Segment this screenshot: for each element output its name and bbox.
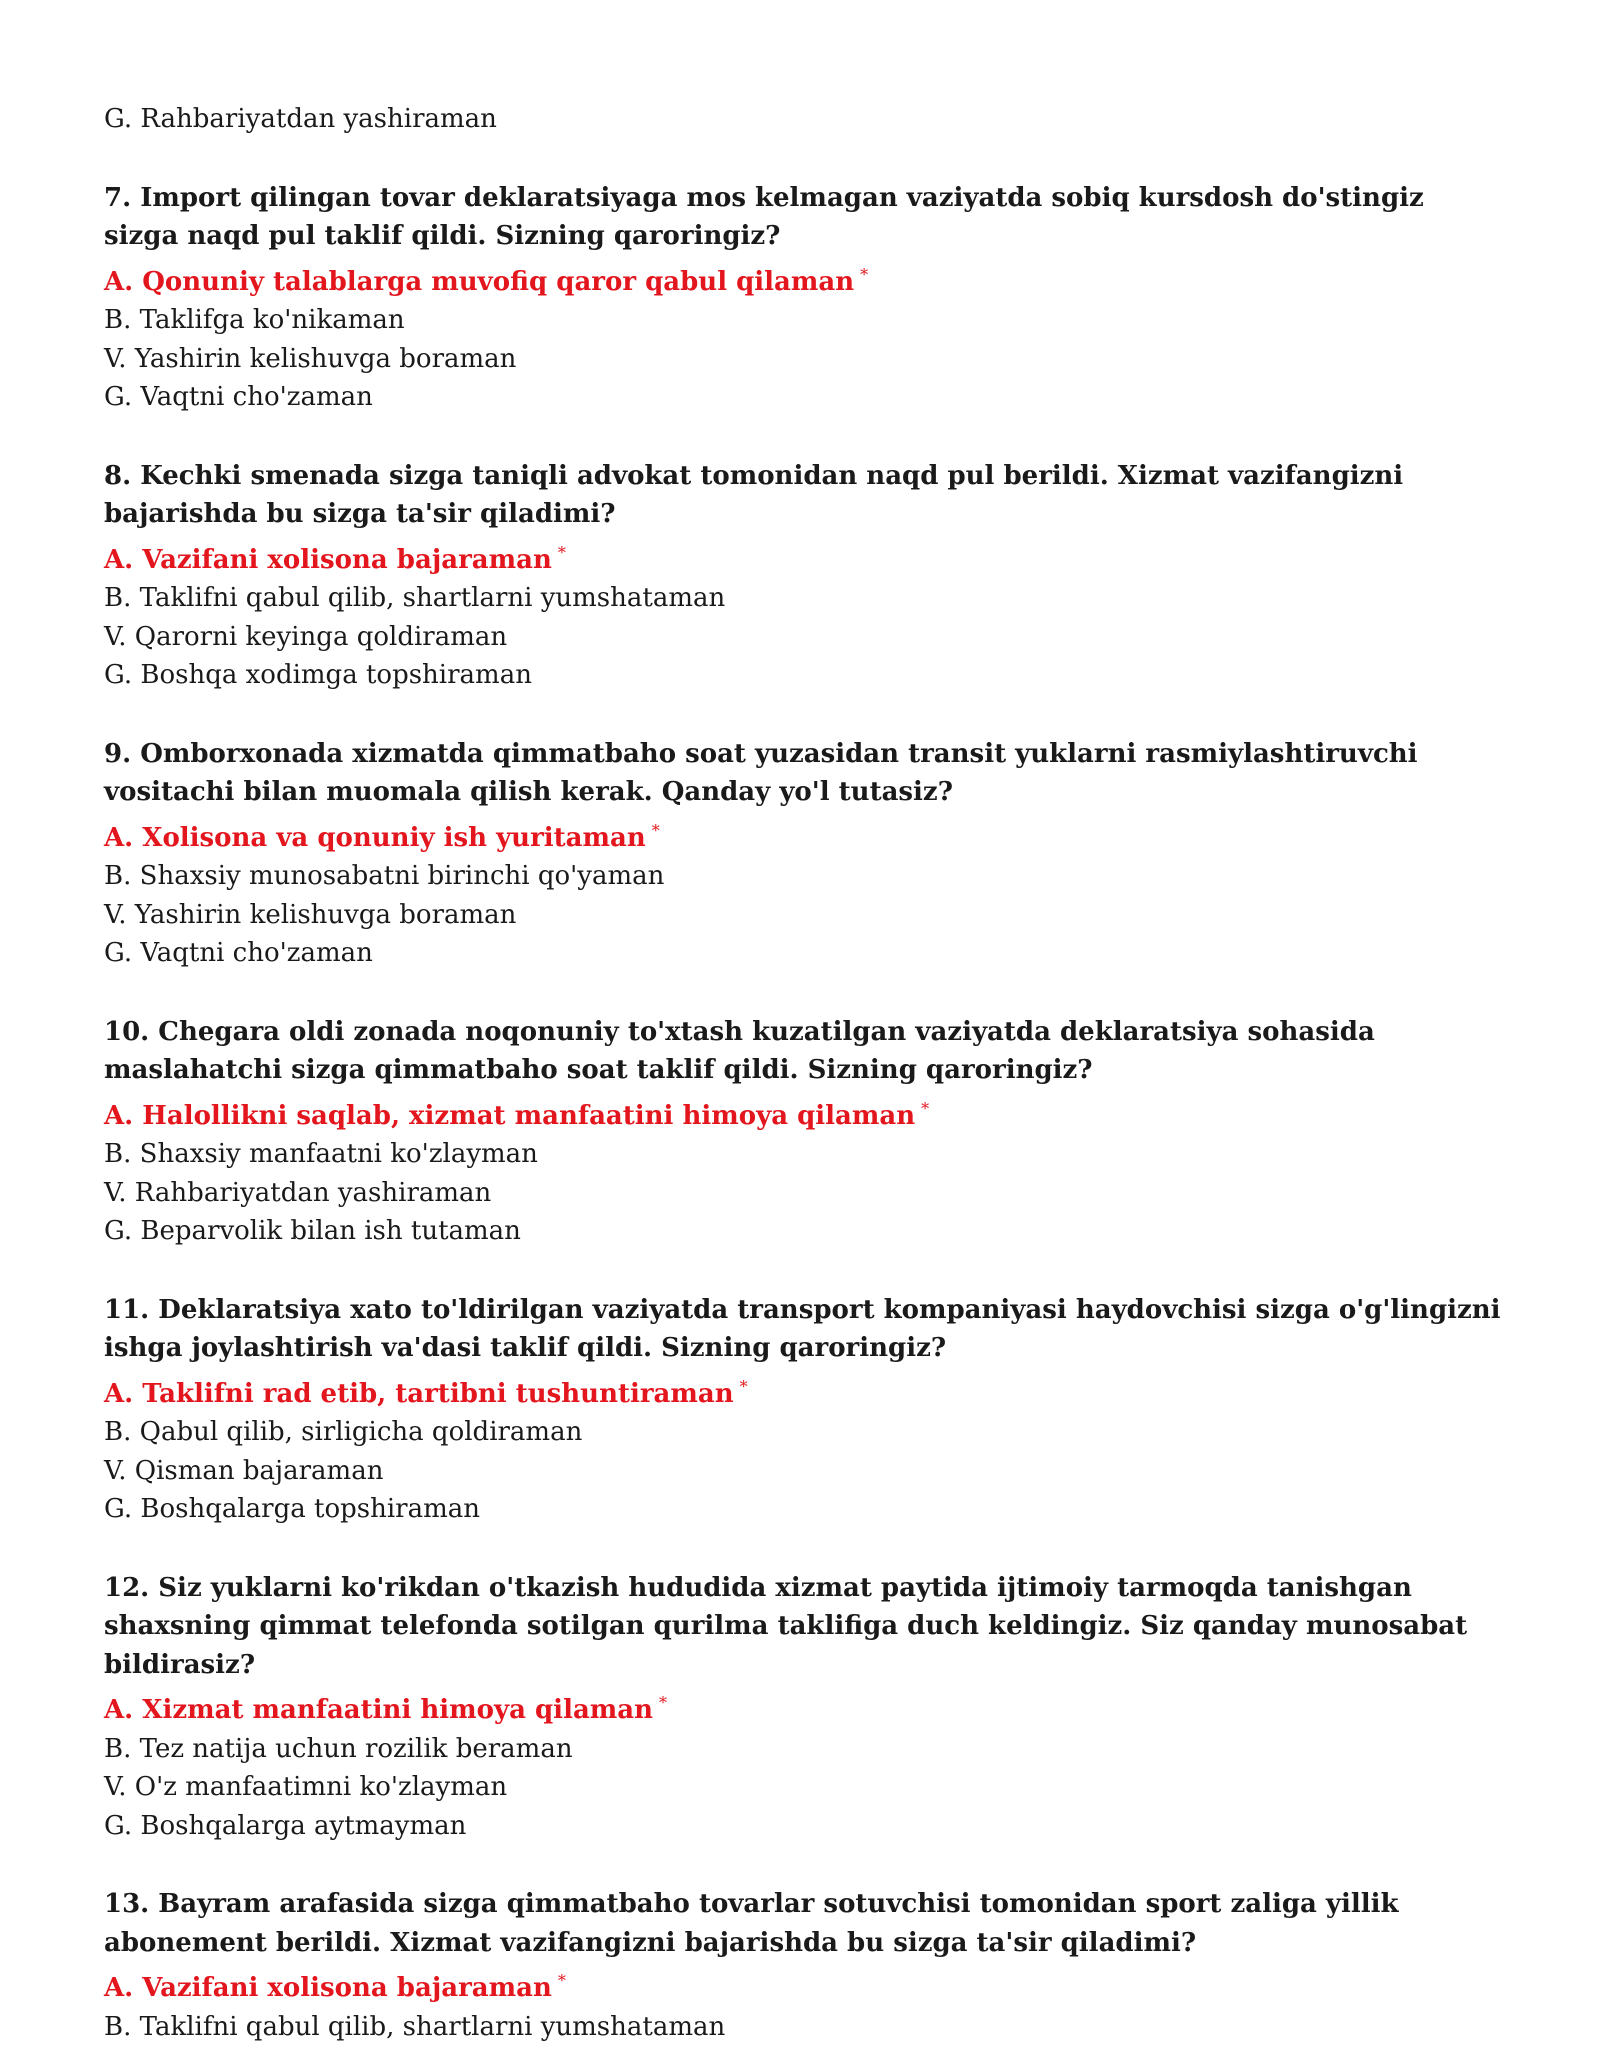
question-block	[104, 1013, 1504, 1251]
correct-marker: *	[557, 1971, 566, 1990]
question-text: 10. Chegara oldi zonada noqonuniy to'xtash kuzatilgan vaziyatda deklaratsiya sohasida maslahatchi sizga qimmatbaho soat taklif qildi. Sizning qaroringiz?	[104, 1016, 1375, 1085]
option-text: G. Boshqalarga aytmayman	[104, 1810, 467, 1841]
question-block	[104, 457, 1504, 695]
question-block	[104, 179, 1504, 417]
correct-marker: *	[557, 542, 566, 562]
question-block	[104, 1885, 1504, 2046]
option-text: V. Qisman bajaraman	[104, 1455, 384, 1486]
option-text: G. Vaqtni cho'zaman	[104, 382, 373, 412]
correct-marker: *	[651, 820, 660, 840]
correct-answer-text: A. Halollikni saqlab, xizmat manfaatini himoya qilaman	[104, 1100, 916, 1131]
question-text: 13. Bayram arafasida sizga qimmatbaho tovarlar sotuvchisi tomonidan sport zaliga yillik abonement berildi. Xizmat vazifangizni bajarishda bu sizga ta'sir qiladimi?	[104, 1889, 1399, 1958]
option-text: G. Vaqtni cho'zaman	[104, 938, 373, 968]
correct-answer-text: A. Qonuniy talablarga muvofiq qaror qabul qilaman	[104, 266, 855, 297]
question-text: 11. Deklaratsiya xato to'ldirilgan vaziyatda transport kompaniyasi haydovchisi sizga o'g'lingizni ishga joylashtirish va'dasi taklif qildi. Sizning qaroringiz?	[104, 1294, 1501, 1363]
option-text: B. Shaxsiy munosabatni birinchi qo'yaman	[104, 861, 665, 891]
option-text: V. Qarorni keyinga qoldiraman	[104, 621, 508, 652]
correct-answer	[104, 1962, 1504, 2008]
option-text: B. Taklifni qabul qilib, shartlarni yumshataman	[104, 583, 726, 613]
correct-marker: *	[659, 1693, 668, 1712]
option-text: G. Boshqa xodimga topshiraman	[104, 660, 532, 690]
correct-marker: *	[860, 264, 869, 284]
correct-answer	[104, 1090, 1504, 1136]
correct-answer-text: A. Taklifni rad etib, tartibni tushuntiraman	[104, 1378, 734, 1409]
question-block	[104, 735, 1504, 973]
correct-answer-text: A. Xizmat manfaatini himoya qilaman	[104, 1695, 654, 1725]
correct-answer-text: A. Vazifani xolisona bajaraman	[104, 544, 552, 575]
question-text: 9. Omborxonada xizmatda qimmatbaho soat yuzasidan transit yuklarni rasmiylashtiruvchi vositachi bilan muomala qilish kerak. Qanday yo'l tutasiz?	[104, 738, 1418, 807]
correct-answer-text: A. Vazifani xolisona bajaraman	[104, 1973, 552, 2003]
question-text: 7. Import qilingan tovar deklaratsiyaga mos kelmagan vaziyatda sobiq kursdosh do'stingiz sizga naqd pul taklif qildi. Sizning qaroringiz?	[104, 182, 1424, 251]
option-text: G. Rahbariyatdan yashiraman	[104, 104, 497, 134]
correct-marker: *	[921, 1098, 930, 1118]
option-text: V. O'z manfaatimni ko'zlayman	[104, 1772, 508, 1802]
question-list	[104, 179, 1504, 2047]
question-block	[104, 1291, 1504, 1529]
option-text: V. Rahbariyatdan yashiraman	[104, 1177, 492, 1208]
correct-answer-text: A. Xolisona va qonuniy ish yuritaman	[104, 822, 646, 853]
option-text: B. Taklifga ko'nikaman	[104, 305, 405, 335]
option-text: G. Beparvolik bilan ish tutaman	[104, 1216, 521, 1246]
correct-answer	[104, 256, 1504, 302]
option-text: G. Boshqalarga topshiraman	[104, 1494, 480, 1524]
question-text: 8. Kechki smenada sizga taniqli advokat tomonidan naqd pul berildi. Xizmat vazifangizni bajarishda bu sizga ta'sir qiladimi?	[104, 460, 1404, 529]
correct-marker: *	[739, 1376, 748, 1396]
correct-answer	[104, 1368, 1504, 1414]
option-text: V. Yashirin kelishuvga boraman	[104, 343, 517, 374]
option-text: B. Shaxsiy manfaatni ko'zlayman	[104, 1139, 538, 1169]
option-text: B. Taklifni qabul qilib, shartlarni yumshataman	[104, 2011, 726, 2042]
document-page	[104, 100, 1504, 2046]
question-block	[104, 1569, 1504, 1846]
option-text: B. Tez natija uchun rozilik beraman	[104, 1733, 573, 1764]
correct-answer	[104, 1684, 1504, 1730]
option-text: V. Yashirin kelishuvga boraman	[104, 899, 517, 930]
option-text: B. Qabul qilib, sirligicha qoldiraman	[104, 1417, 583, 1447]
correct-answer	[104, 812, 1504, 858]
question-text: 12. Siz yuklarni ko'rikdan o'tkazish hududida xizmat paytida ijtimoiy tarmoqda tanishgan shaxsning qimmat telefonda sotilgan qurilma taklifiga duch keldingiz. Siz qanday munosabat bildirasiz?	[104, 1572, 1468, 1680]
correct-answer	[104, 534, 1504, 580]
